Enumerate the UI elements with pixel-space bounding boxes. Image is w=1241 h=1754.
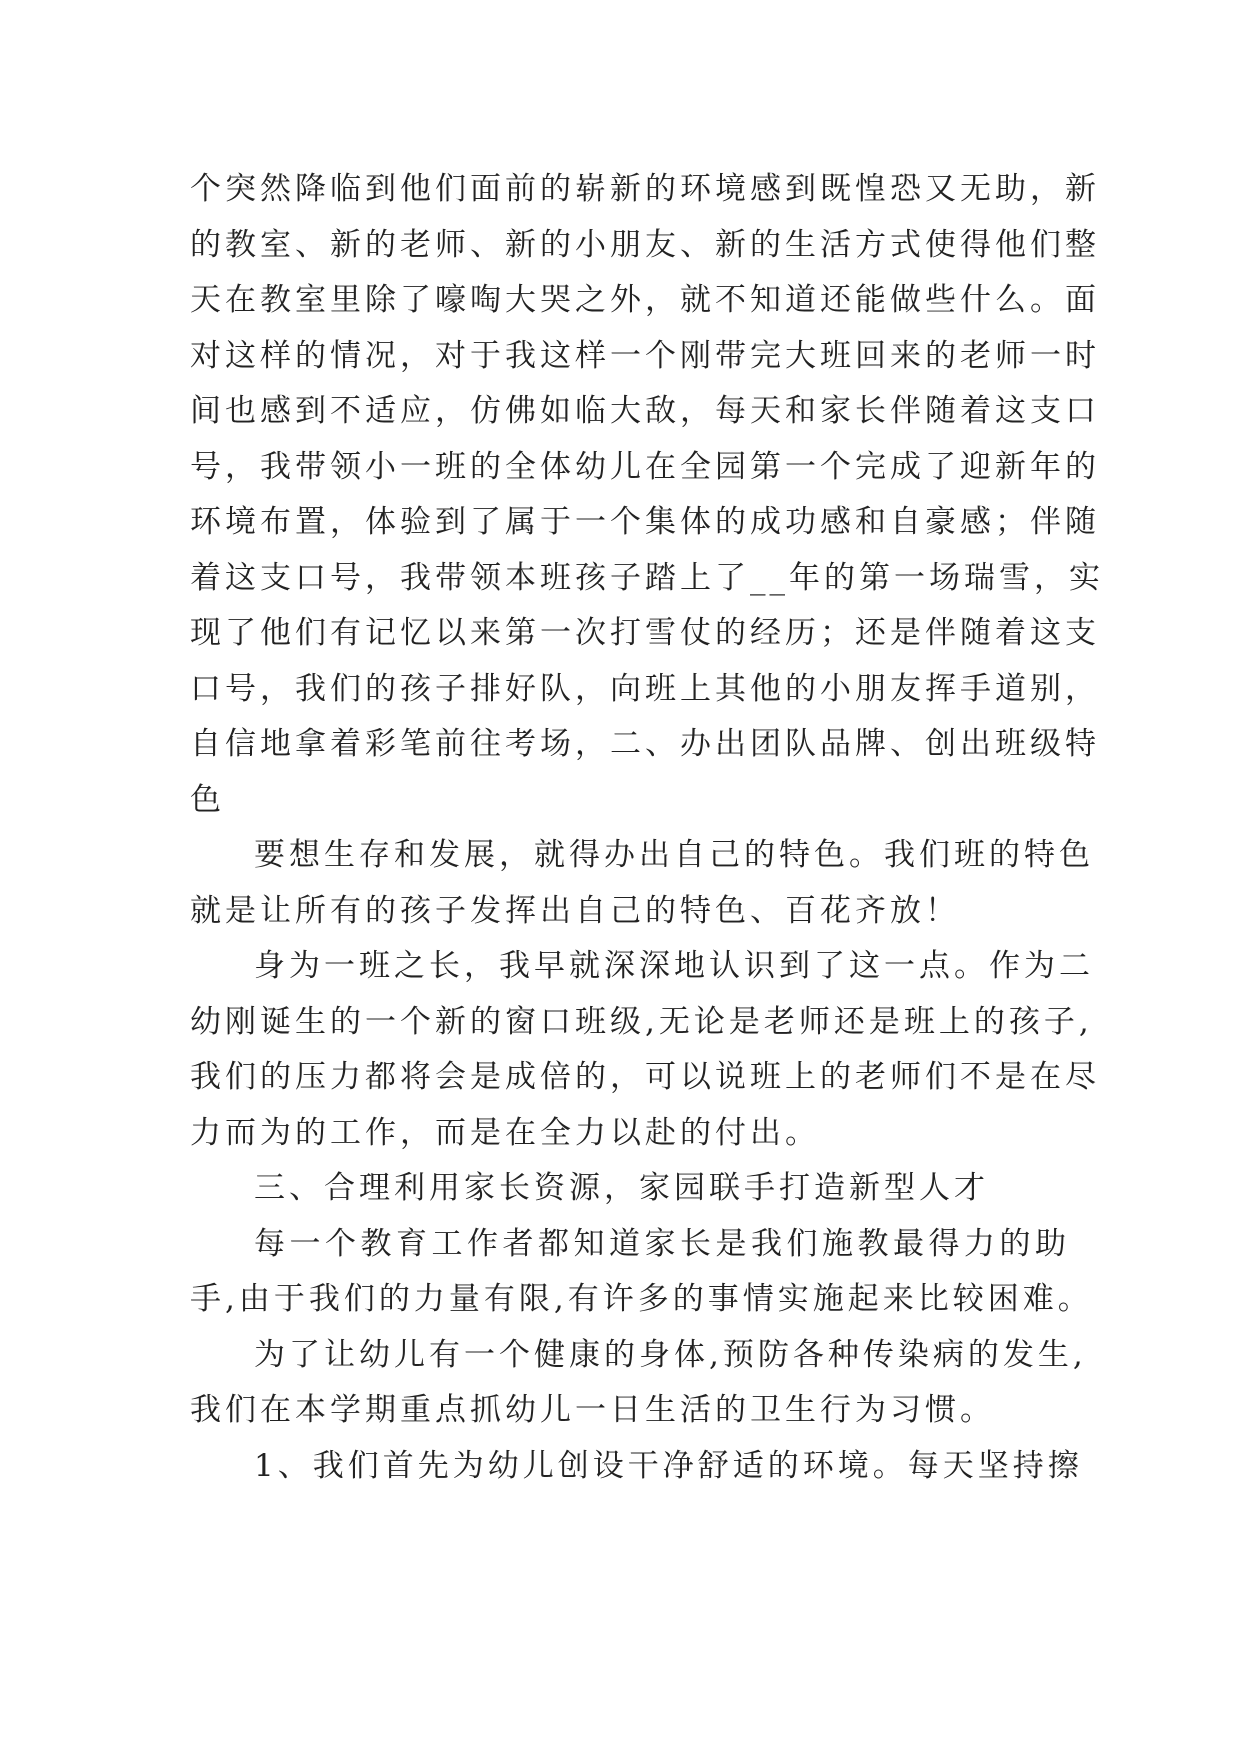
text-line: 个突然降临到他们面前的崭新的环境感到既惶恐又无助，新 <box>190 171 1100 207</box>
section-heading <box>190 1161 1070 1217</box>
text-line: 1、我们首先为幼儿创设干净舒适的环境。每天坚持擦 <box>254 1447 1083 1484</box>
paragraph-7 <box>190 1439 1083 1495</box>
text-line: 手,由于我们的力量有限,有许多的事情实施起来比较困难。 <box>190 1281 1093 1317</box>
text-line: 的教室、新的老师、新的小朋友、新的生活方式使得他们整 <box>190 226 1100 263</box>
document-body <box>190 162 1104 1494</box>
text-line: 现了他们有记忆以来第一次打雪仗的经历；还是伴随着这支 <box>190 615 1100 651</box>
text-line: 我们在本学期重点抓幼儿一日生活的卫生行为习惯。 <box>190 1392 995 1428</box>
text-line: 自信地拿着彩笔前往考场，二、办出团队品牌、创出班级特 <box>190 726 1100 762</box>
paragraph-1 <box>190 162 1104 828</box>
text-line: 天在教室里除了嚎啕大哭之外，就不知道还能做些什么。面 <box>190 282 1100 318</box>
text-line: 我们的压力都将会是成倍的，可以说班上的老师们不是在尽 <box>190 1059 1100 1095</box>
text-line: 三、合理利用家长资源，家园联手打造新型人才 <box>254 1170 989 1206</box>
text-line: 每一个教育工作者都知道家长是我们施教最得力的助 <box>254 1225 1070 1262</box>
paragraph-3 <box>190 939 1100 1161</box>
paragraph-6 <box>190 1328 1087 1439</box>
text-line: 色 <box>190 781 225 818</box>
text-line: 对这样的情况，对于我这样一个刚带完大班回来的老师一时 <box>190 337 1100 374</box>
text-line: 力而为的工作，而是在全力以赴的付出。 <box>190 1114 820 1151</box>
text-line: 着这支口号，我带领本班孩子踏上了__年的第一场瑞雪，实 <box>190 559 1104 596</box>
text-line: 口号，我们的孩子排好队，向班上其他的小朋友挥手道别， <box>190 670 1100 707</box>
paragraph-5 <box>190 1217 1093 1328</box>
text-line: 要想生存和发展，就得办出自己的特色。我们班的特色 <box>254 837 1094 873</box>
text-line: 环境布置，体验到了属于一个集体的成功感和自豪感；伴随 <box>190 504 1100 540</box>
text-line: 身为一班之长，我早就深深地认识到了这一点。作为二 <box>254 948 1094 984</box>
text-line: 为了让幼儿有一个健康的身体,预防各种传染病的发生, <box>254 1336 1087 1373</box>
text-line: 幼刚诞生的一个新的窗口班级,无论是老师还是班上的孩子, <box>190 1003 1093 1040</box>
paragraph-2 <box>190 828 1094 939</box>
text-line: 就是让所有的孩子发挥出自己的特色、百花齐放！ <box>190 892 960 929</box>
text-line: 间也感到不适应，仿佛如临大敌，每天和家长伴随着这支口 <box>190 393 1100 429</box>
text-line: 号，我带领小一班的全体幼儿在全园第一个完成了迎新年的 <box>190 448 1100 485</box>
